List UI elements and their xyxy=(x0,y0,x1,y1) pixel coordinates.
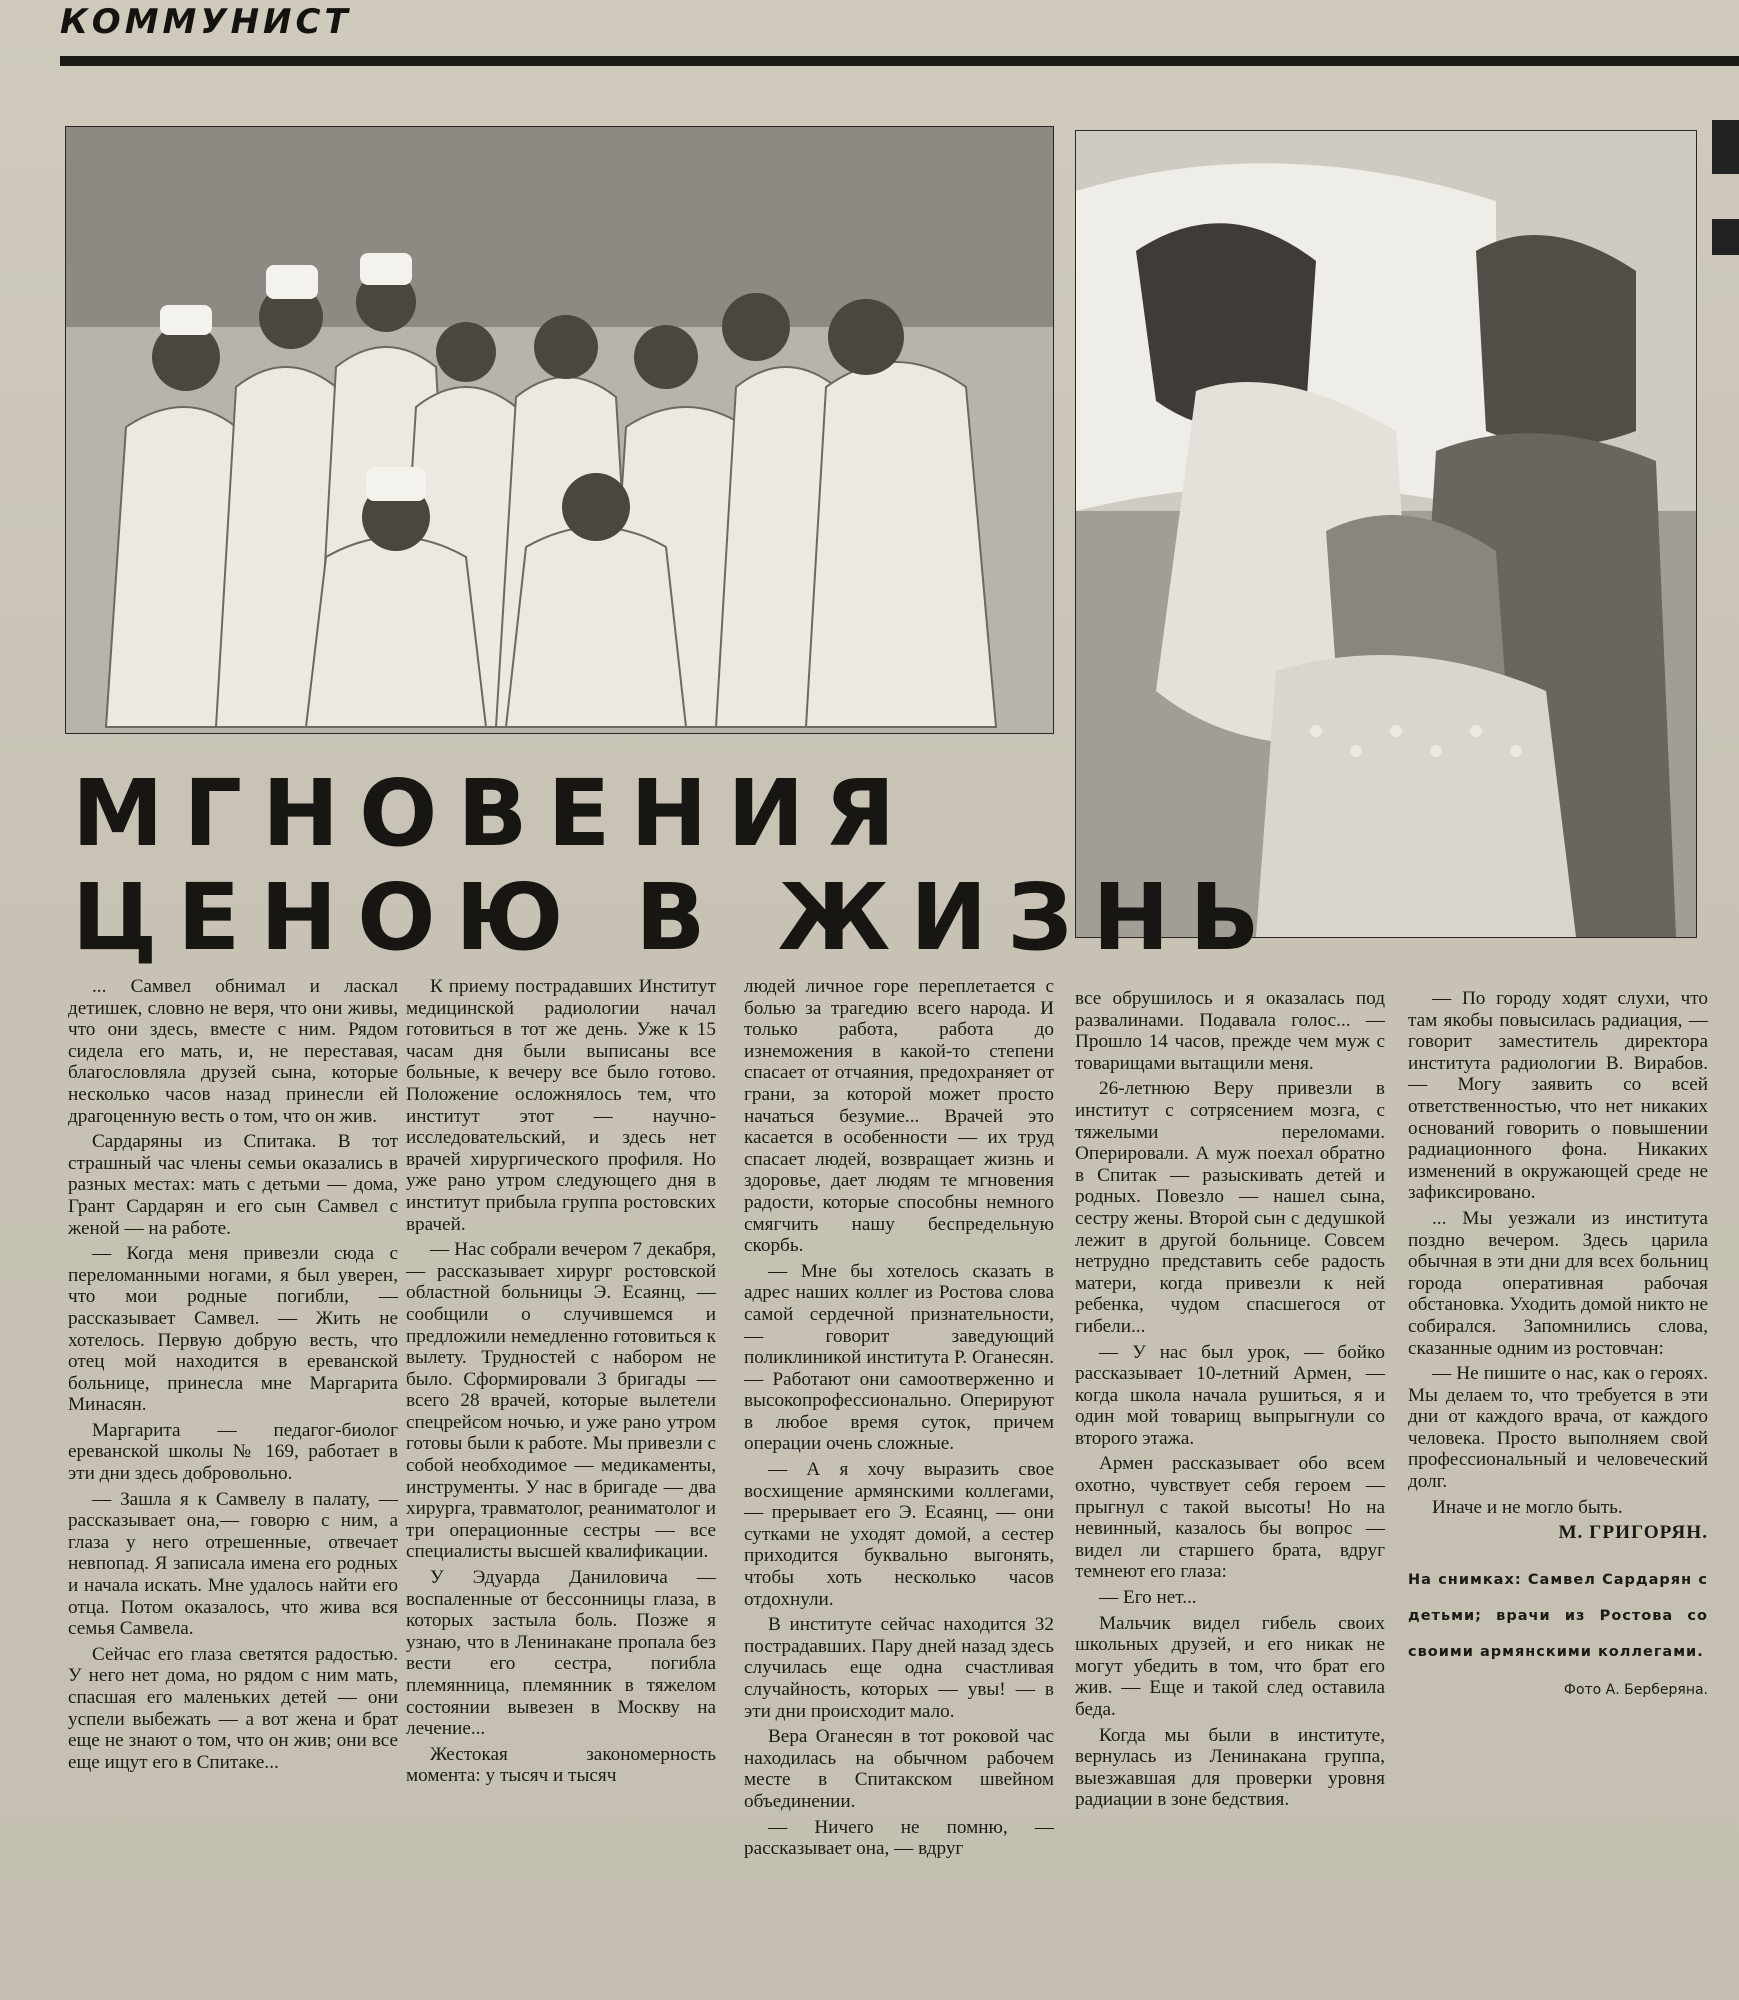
paragraph: — По городу ходят слухи, что там якобы повысилась радиация, — говорит заместитель директора института радиологии В. Вирабов. — Могу заявить со всей ответственностью, что нет никаких оснований говорить о повышении радиационного фона. Никаких изменений в окружающей среде не зафиксировано. xyxy=(1408,988,1708,1204)
article-column-2 xyxy=(406,976,716,1791)
paragraph: Жестокая закономерность момента: у тысяч и тысяч xyxy=(406,1743,716,1787)
paragraph: — Мне бы хотелось сказать в адрес наших коллег из Ростова слова самой сердечной признательности, — говорит заведующий поликлиникой института Р. Оганесян. — Работают они самоотверженно и высокопрофессионально. Оперируют в любое время суток, причем операции очень сложные. xyxy=(744,1260,1054,1455)
photo-doctors-illustration xyxy=(66,127,1053,733)
paragraph: К приему пострадавших Институт медицинской радиологии начал готовиться в тот же день. Уже к 15 часам дня были выписаны все больные, к вечеру все было готово. Положение осложнялось тем, что институт этот — научно-исследовательский, и здесь нет врачей хирургического профиля. Но уже рано утром следующего дня в институт прибыла группа ростовских врачей. xyxy=(406,976,716,1235)
paragraph: У Эдуарда Даниловича — воспаленные от бессонницы глаза, в которых застыла боль. Позже я узнаю, что в Ленинакане пропала без вести его сестра, погибла племянница, племянник в тяжелом состоянии вывезен в Москву на лечение... xyxy=(406,1567,716,1740)
article-column-3 xyxy=(744,976,1054,1864)
paragraph: 26-летнюю Веру привезли в институт с сотрясением мозга, с тяжелыми переломами. Оперировали. А муж поехал обратно в Спитак — разыскивать детей и родных. Повезло — нашел сына, сестру жены. Второй сын с дедушкой лежит в другой больнице. Совсем нетрудно представить себе радость матери, когда привезли к ней ребенка, чудом спасшегося от гибели... xyxy=(1075,1078,1385,1337)
paragraph: людей личное горе переплетается с болью за трагедию всего народа. И только работа, работа до изнеможения в какой-то степени спасает от отчаяния, предохраняет от грани, за которой может просто начаться безумие... Врачей это касается в особенности — их труд спасает людей, возвращает жизнь и здоровье, дает людям те мгновения радости, которые способны немного смягчить нашу беспредельную скорбь. xyxy=(744,976,1054,1257)
author-signature: М. ГРИГОРЯН. xyxy=(1558,1522,1708,1544)
photo-credit: Фото А. Берберяна. xyxy=(1563,1681,1708,1698)
paragraph: — Зашла я к Самвелу в палату, — рассказывает она,— говорю с ним, а глаза у него отрешенные, отвечает невпопад. Я записала имена его родных и начала искать. Мне удалось найти его отца. Потом оказалось, что жива вся семья Самвела. xyxy=(68,1488,398,1640)
paragraph: Когда мы были в институте, вернулась из Ленинакана группа, выезжавшая для проверки уровня радиации в зоне бедствия. xyxy=(1075,1724,1385,1811)
article-column-4 xyxy=(1075,988,1385,1815)
paragraph: — Его нет... xyxy=(1099,1587,1197,1609)
adjacent-column-edge xyxy=(1712,120,1739,300)
paragraph: — Когда меня привезли сюда с переломанными ногами, я был уверен, что мои родные погибли, — рассказывает Самвел. — Жить не хотелось. Первую добрую весть, что отец мой находится в ереванской больнице, принесла мне Маргарита Минасян. xyxy=(68,1243,398,1416)
photo-doctors-group xyxy=(65,126,1054,734)
paragraph: Иначе и не могло быть. xyxy=(1432,1496,1623,1518)
paragraph: Сардаряны из Спитака. В тот страшный час члены семьи оказались в разных местах: мать с детьми — дома, Грант Сардарян и его сын Самвел с женой — на работе. xyxy=(68,1131,398,1239)
headline-line-1: МГНОВЕНИЯ xyxy=(72,760,916,867)
paragraph: Сейчас его глаза светятся радостью. У него нет дома, но рядом с ним мать, спасшая его маленьких детей — они успели выбежать — а вот жена и брат еще не знают о том, что он жив; они все еще ищут его в Спитаке... xyxy=(68,1643,398,1773)
paragraph: Армен рассказывает обо всем охотно, чувствует себя героем — прыгнул с такой высоты! Но на невинный, казалось бы вопрос — видел ли старшего брата, вдруг темнеют его глаза: xyxy=(1075,1453,1385,1583)
photo-caption: На снимках: Самвел Сардарян с детьми; врачи из Ростова со своими армянскими коллегами. xyxy=(1408,1571,1708,1660)
article-column-5 xyxy=(1408,988,1708,1701)
article-column-1 xyxy=(68,976,398,1777)
paragraph: — Не пишите о нас, как о героях. Мы делаем то, что требуется в эти дни от каждого врача, от каждого человека. Просто выполняем свой профессиональный и человеческий долг. xyxy=(1408,1363,1708,1493)
paragraph: ... Мы уезжали из института поздно вечером. Здесь царила обычная в эти дни для всех больниц города оперативная рабочая обстановка. Уходить домой никто не собирался. Запомнились слова, сказанные одним из ростовчан: xyxy=(1408,1207,1708,1359)
paragraph: В институте сейчас находится 32 пострадавших. Пару дней назад здесь случилась еще одна счастливая случайность, которых — увы! — в эти дни происходит мало. xyxy=(744,1614,1054,1722)
paragraph: — Ничего не помню, — рассказывает она, — вдруг xyxy=(744,1816,1054,1860)
paragraph: — Нас собрали вечером 7 декабря, — рассказывает хирург ростовской областной больницы Э. Есаянц, — сообщили о случившемся и предложили немедленно готовиться к вылету. Трудностей с набором не было. Сформировали 3 бригады — всего 28 врачей, которые вылетели спецрейсом ночью, и уже рано утром готовы были к работе. Мы привезли с собой необходимое — медикаменты, инструменты. У нас в бригаде — два хирурга, травматолог, реаниматолог и три операционные сестры — все специалисты высшей квалификации. xyxy=(406,1239,716,1563)
paragraph: Вера Оганесян в тот роковой час находилась на обычном рабочем месте в Спитакском швейном объединении. xyxy=(744,1726,1054,1812)
paragraph: Маргарита — педагог-биолог ереванской школы № 169, работает в эти дни здесь добровольно. xyxy=(68,1419,398,1485)
headline xyxy=(72,762,1280,970)
paragraph: — У нас был урок, — бойко рассказывает 10-летний Армен, — когда школа начала рушиться, я и один мой товарищ выпрыгнули со второго этажа. xyxy=(1075,1341,1385,1449)
paragraph: Мальчик видел гибель своих школьных друзей, и его никак не могут убедить в том, что брат его жив. — Еще и такой след оставила беда. xyxy=(1075,1612,1385,1720)
headline-line-2: ЦЕНОЮ В ЖИЗНЬ xyxy=(72,864,1280,971)
paragraph: все обрушилось и я оказалась под развалинами. Подавала голос... — Прошло 14 часов, прежде чем муж с товарищами вытащили меня. xyxy=(1075,988,1385,1074)
paragraph: ... Самвел обнимал и ласкал детишек, словно не веря, что они живы, что они здесь, вместе с ним. Рядом сидела его мать, и, не переставая, благословляла друзей сына, которые несколько часов назад принесли ей драгоценную весть о том, что он жив. xyxy=(68,976,398,1127)
masthead: КОММУНИСТ xyxy=(60,2,352,42)
masthead-rule xyxy=(60,56,1739,66)
paragraph: — А я хочу выразить свое восхищение армянскими коллегами, — прерывает его Э. Есаянц, — они сутками не уходят домой, а сестер приходится буквально выгонять, чтобы хоть несколько часов отдохнули. xyxy=(744,1459,1054,1610)
